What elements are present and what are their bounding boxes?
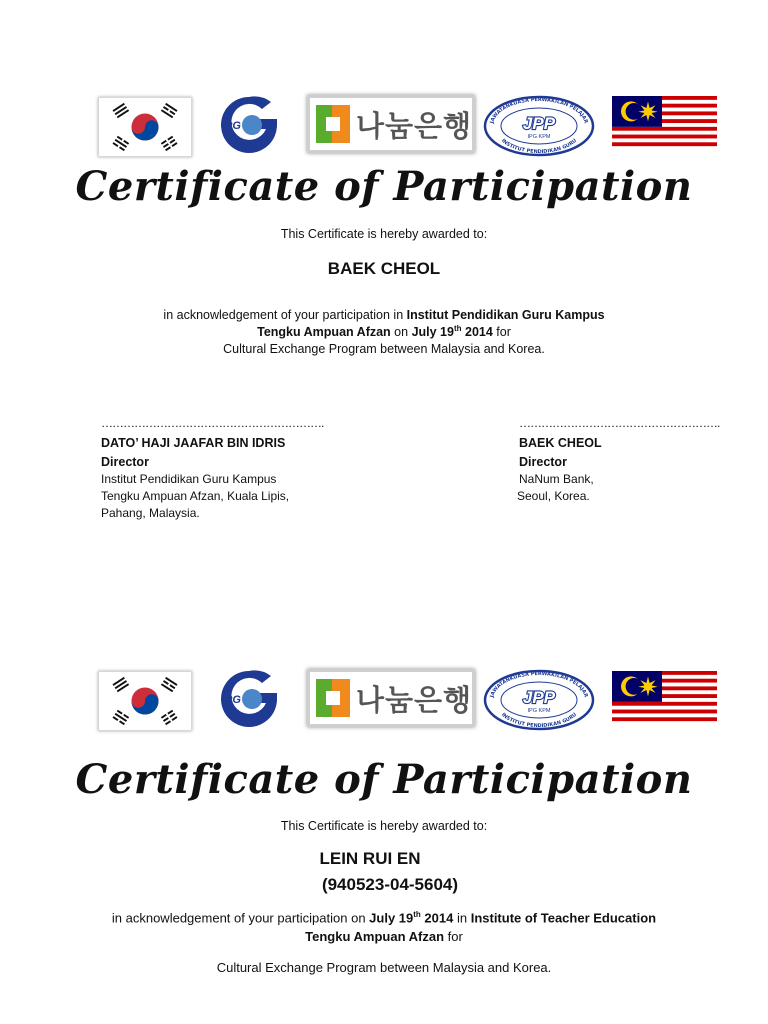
ack-text: in acknowledgement of your participation in xyxy=(163,308,407,322)
jpp-sub-text: IPG KPM xyxy=(527,134,551,140)
signatory-address-1: NaNum Bank, xyxy=(519,472,594,486)
jpp-logo xyxy=(483,95,595,157)
acknowledgement-line-1 xyxy=(0,910,768,925)
ack-institution-2: Tengku Ampuan Afzan xyxy=(305,929,445,944)
certificate-2 xyxy=(0,600,768,1024)
korea-flag-logo xyxy=(98,97,192,157)
recipient-name: BAEK CHEOL xyxy=(327,259,441,278)
signature-line: ………………………………………………. xyxy=(519,416,720,430)
ack-on: on xyxy=(390,325,412,340)
nanum-mark-icon xyxy=(316,679,348,717)
acknowledgement-line-2 xyxy=(0,929,768,944)
nanum-mark-icon xyxy=(316,105,348,143)
ack-date-suffix: th xyxy=(453,324,462,333)
ipg-logo-text: iPG xyxy=(222,694,241,706)
recipient-id: (940523-04-5604) xyxy=(321,875,459,894)
signatory-address-2: Tengku Ampuan Afzan, Kuala Lipis, xyxy=(101,489,290,503)
signatory-role: Director xyxy=(519,455,567,469)
ipg-logo xyxy=(218,95,280,155)
certificate-title: Certificate of Participation xyxy=(75,756,693,803)
jpp-ring-top-text: JAWATANKUASA PERWAKILAN PELAJAR xyxy=(489,670,589,699)
ack-for: for xyxy=(492,325,511,340)
jpp-ring-bottom-text: INSTITUT PENDIDIKAN GURU xyxy=(499,711,579,730)
ack-institution: Institute of Teacher Education xyxy=(470,910,657,926)
ipg-logo xyxy=(218,669,280,729)
jpp-sub-text: IPG KPM xyxy=(527,708,551,714)
ack-institution-2: Tengku Ampuan Afzan xyxy=(257,325,391,340)
signature-left xyxy=(101,415,323,522)
ack-for: for xyxy=(444,929,463,944)
ipg-logo-text: iPG xyxy=(222,120,241,132)
malaysia-flag-logo xyxy=(612,96,717,150)
ack-year: 2014 xyxy=(420,910,454,926)
jpp-logo-text: JPP xyxy=(522,688,556,707)
awarded-to-text: This Certificate is hereby awarded to: xyxy=(280,819,488,833)
awarded-to-text: This Certificate is hereby awarded to: xyxy=(280,227,488,241)
signatory-role: Director xyxy=(101,455,149,469)
signatory-name: DATO’ HAJI JAAFAR BIN IDRIS xyxy=(101,436,286,450)
signature-line: ……………………………………………………. xyxy=(101,416,324,430)
jpp-ring-bottom-text: INSTITUT PENDIDIKAN GURU xyxy=(499,137,579,156)
ack-institution: Institut Pendidikan Guru Kampus xyxy=(406,308,605,322)
acknowledgement-line-2 xyxy=(0,324,768,339)
nanum-bank-name: 나눔은행 xyxy=(355,682,472,717)
ack-date-suffix: th xyxy=(413,910,421,919)
acknowledgement-line-3: Cultural Exchange Program between Malaysia and Korea. xyxy=(216,960,552,975)
korea-flag-logo xyxy=(98,671,192,731)
certificate-title: Certificate of Participation xyxy=(75,163,693,210)
ack-in: in xyxy=(453,910,471,926)
jpp-logo-text: JPP xyxy=(522,114,556,133)
acknowledgement-line-1 xyxy=(0,308,768,322)
signatory-address-1: Institut Pendidikan Guru Kampus xyxy=(101,472,277,486)
acknowledgement-line-3: Cultural Exchange Program between Malaysia and Korea. xyxy=(223,342,545,356)
nanum-bank-logo xyxy=(307,669,475,727)
jpp-logo xyxy=(483,669,595,731)
ack-date: July 19 xyxy=(369,910,414,926)
signature-right xyxy=(519,415,719,505)
signatory-address-3: Pahang, Malaysia. xyxy=(101,506,200,520)
ack-date: July 19 xyxy=(411,325,454,340)
signatory-address-2: Seoul, Korea. xyxy=(517,489,590,503)
recipient-name: LEIN RUI EN xyxy=(319,849,421,868)
jpp-ring-top-text: JAWATANKUASA PERWAKILAN PELAJAR xyxy=(489,96,589,125)
ack-text: in acknowledgement of your participation on xyxy=(111,910,370,926)
malaysia-flag-logo xyxy=(612,671,717,725)
nanum-bank-logo xyxy=(307,95,475,153)
nanum-bank-name: 나눔은행 xyxy=(355,108,472,143)
ack-year: 2014 xyxy=(461,325,493,340)
signatory-name: BAEK CHEOL xyxy=(519,436,602,450)
